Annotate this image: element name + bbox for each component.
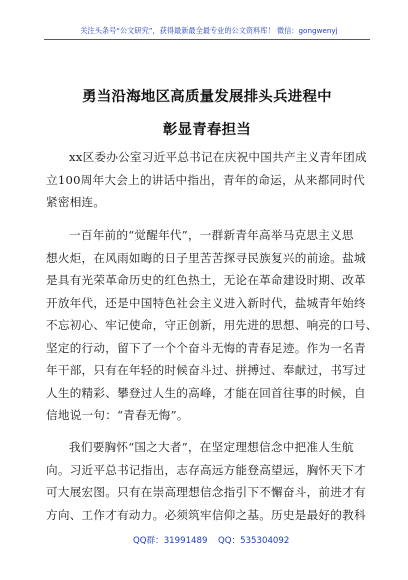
paragraph-line: 紧密相连。	[46, 195, 106, 209]
footer-qq-contact: QQ：535304092	[218, 536, 290, 546]
paragraph-line: 人生的精彩、攀登过人生的高峰，才能在回首往事的时候，自	[46, 385, 366, 400]
paragraph-2	[46, 224, 378, 427]
header-banner: 关注头条号“公文研究”，获得最新最全最专业的公文资料库！ 微信：gongwenyj	[80, 26, 338, 35]
paragraph-line: 向。习近平总书记指出，志存高远方能登高望远，胸怀天下才	[46, 462, 366, 477]
paragraph-3	[46, 436, 366, 526]
paragraph-line: 想火炬，在风雨如晦的日子里苦苦探寻民族复兴的前途。盐城	[46, 250, 366, 265]
footer	[0, 534, 408, 548]
paragraph-line: 信地说一句：“青春无悔”。	[46, 408, 189, 422]
paragraph-line: 是具有光荣革命历史的红色热土，无论在革命建设时期、改革	[46, 273, 366, 287]
paragraph-line: 可大展宏图。只有在崇高理想信念指引下不懈奋斗，前进才有	[46, 485, 366, 499]
document-title-line-2: 彰显青春担当	[162, 122, 252, 138]
paragraph-line: 年干部，只有在年轻的时候奋斗过、拼搏过、奉献过，书写过	[46, 363, 366, 377]
paragraph-1	[46, 146, 367, 214]
document-title-line-1: 勇当沿海地区高质量发展排头兵进程中	[82, 89, 332, 105]
paragraph-line: xx区委办公室习近平总书记在庆祝中国共产主义青年团成	[69, 150, 367, 164]
paragraph-line: 我们要胸怀“国之大者”，在坚定理想信念中把准人生航	[69, 440, 354, 454]
paragraph-line: 坚定的行动，留下了一个个奋斗无悔的青春足迹。作为一名青	[46, 340, 366, 355]
paragraph-line: 立100周年大会上的讲话中指出，青年的命运，从来都同时代	[46, 172, 365, 187]
paragraph-line: 方向、工作才有动力。必须筑牢信仰之基。历史是最好的教科	[46, 507, 366, 522]
footer-qq-group: QQ群：31991489	[133, 536, 208, 546]
paragraph-line: 开放年代，还是中国特色社会主义进入新时代，盐城青年始终	[46, 295, 366, 310]
header-divider	[44, 39, 370, 40]
paragraph-line: 不忘初心、牢记使命，守正创新，用先进的思想、响亮的口号、	[46, 318, 378, 332]
paragraph-line: 一百年前的“觉醒年代”，一群新青年高举马克思主义思	[69, 228, 354, 242]
